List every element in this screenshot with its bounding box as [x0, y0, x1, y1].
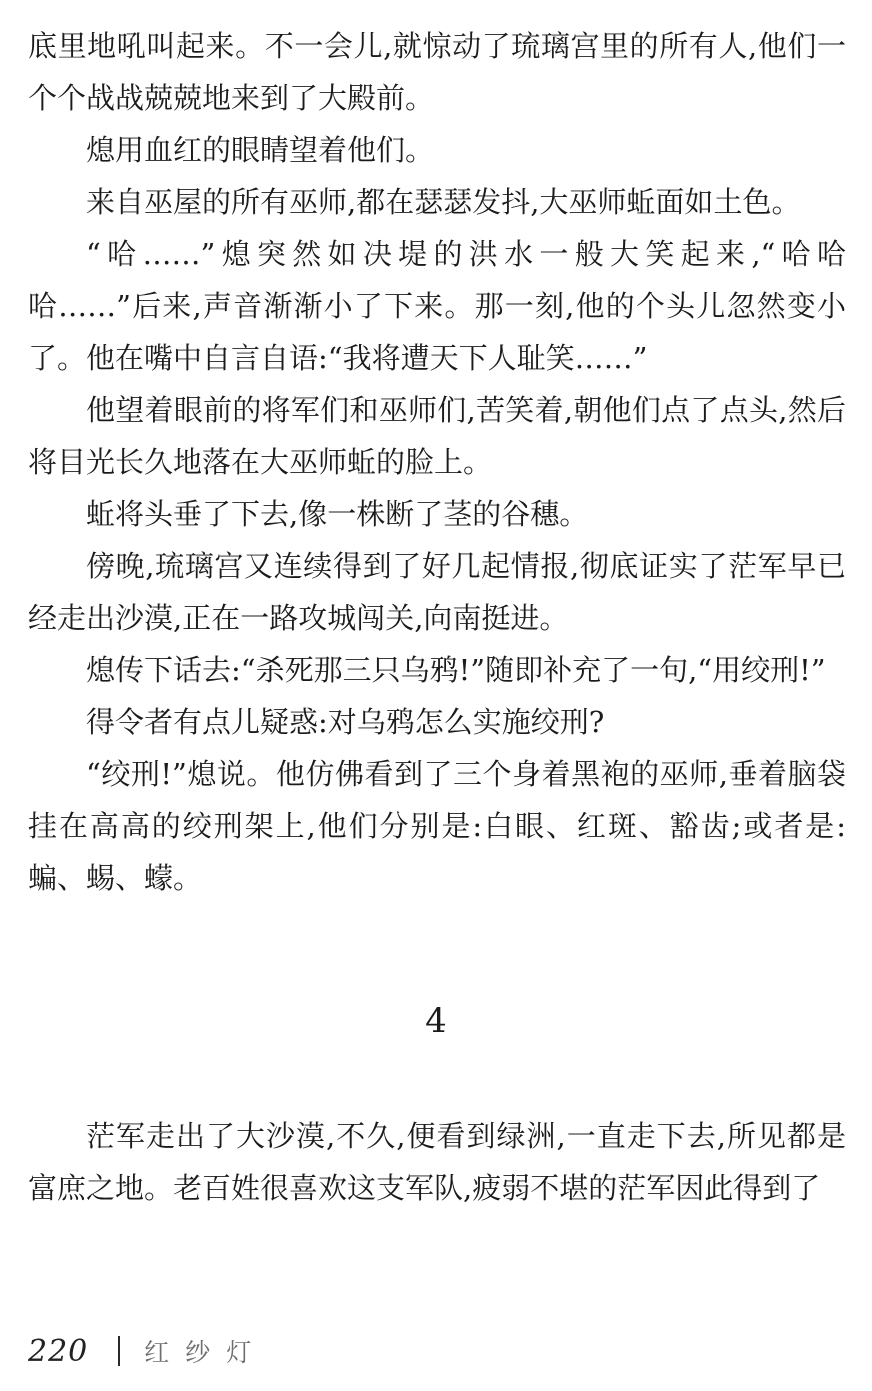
book-title: 红纱灯 — [144, 1338, 268, 1367]
paragraph: “绞刑!”熄说。他仿佛看到了三个身着黑袍的巫师,垂着脑袋挂在高高的绞刑架上,他们分别是:白眼、红斑、豁齿;或者是:蝙、蜴、蠓。 — [28, 757, 846, 895]
paragraph: 熄用血红的眼睛望着他们。 — [86, 133, 435, 167]
paragraph: 他望着眼前的将军们和巫师们,苦笑着,朝他们点了点头,然后将目光长久地落在大巫师蚯的脸上。 — [28, 393, 846, 479]
page-number: 220 — [28, 1333, 89, 1369]
paragraph: 茫军走出了大沙漠,不久,便看到绿洲,一直走下去,所见都是富庶之地。老百姓很喜欢这支军队,疲弱不堪的茫军因此得到了 — [28, 1119, 846, 1205]
paragraph: 底里地吼叫起来。不一会儿,就惊动了琉璃宫里的所有人,他们一个个战战兢兢地来到了大殿前。 — [28, 29, 846, 115]
paragraph: “哈……”熄突然如决堤的洪水一般大笑起来,“哈哈哈……”后来,声音渐渐小了下来。那一刻,他的个头儿忽然变小了。他在嘴中自言自语:“我将遭天下人耻笑……” — [28, 237, 846, 375]
footer-divider — [118, 1336, 120, 1366]
paragraph: 熄传下话去:“杀死那三只乌鸦!”随即补充了一句,“用绞刑!” — [86, 653, 826, 687]
body-text-continued — [0, 1110, 872, 1214]
paragraph: 蚯将头垂了下去,像一株断了茎的谷穗。 — [86, 497, 589, 531]
paragraph: 傍晚,琉璃宫又连续得到了好几起情报,彻底证实了茫军早已经走出沙漠,正在一路攻城闯关,向南挺进。 — [28, 549, 846, 635]
page-footer — [28, 1333, 267, 1369]
paragraph: 来自巫屋的所有巫师,都在瑟瑟发抖,大巫师蚯面如土色。 — [86, 185, 801, 219]
paragraph: 得令者有点儿疑惑:对乌鸦怎么实施绞刑? — [86, 705, 605, 739]
section-number-heading: 4 — [425, 1001, 447, 1041]
